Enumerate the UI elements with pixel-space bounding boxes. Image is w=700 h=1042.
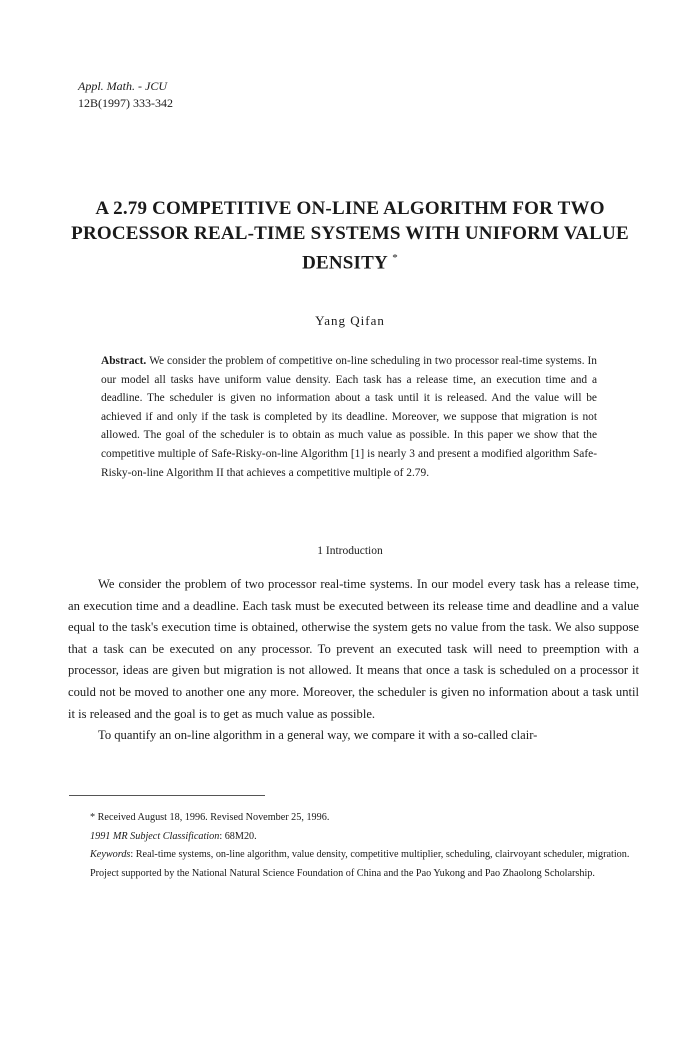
body-paragraph-2: To quantify an on-line algorithm in a general way, we compare it with a so-called clair-: [98, 728, 538, 743]
keywords-value: : Real-time systems, on-line algorithm, value density, competitive multiplier, scheduling, clairvoyant scheduler, migration.: [130, 849, 630, 861]
journal-header: [78, 78, 173, 112]
footnote-msc: [68, 828, 639, 847]
footnote-rule: [69, 795, 265, 796]
title-footnote-mark: *: [392, 252, 398, 264]
journal-id: 12B(1997) 333-342: [78, 96, 173, 110]
author-name: Yang Qifan: [315, 313, 385, 328]
abstract-text: We consider the problem of competitive on-line scheduling in two processor real-time systems. In our model all tasks have uniform value density. Each task has a release time, an execution time and a deadline. The scheduler is given no information about a task until it is released. And the value will be achieved if and only if the task is completed by its deadline. Moreover, we suppose that migration is not allowed. The goal of the scheduler is to obtain as much value as possible. In this paper we show that the competitive multiple of Safe-Risky-on-line Algorithm [1] is nearly 3 and present a modified algorithm Safe-Risky-on-line Algorithm II that achieves a competitive multiple of 2.79.: [101, 355, 597, 479]
paper-title: [60, 196, 640, 275]
journal-name: Appl. Math. - JCU: [78, 79, 167, 93]
abstract: Abstract. We consider the problem of competitive on-line scheduling in two processor real-time systems. In our model all tasks have uniform value density. Each task has a release time, an execution time and a deadline. The scheduler is given no information about a task until it is released. And the value will be achieved if and only if the task is completed by its deadline. Moreover, we suppose that migration is not allowed. The goal of the scheduler is to obtain as much value as possible. In this paper we show that the competitive multiple of Safe-Risky-on-line Algorithm [1] is nearly 3 and present a modified algorithm Safe-Risky-on-line Algorithm II that achieves a competitive multiple of 2.79.: [101, 355, 597, 479]
footnotes: [68, 809, 639, 883]
msc-value: : 68M20.: [219, 830, 257, 842]
footnote-project: Project supported by the National Natural Science Foundation of China and the Pao Yukong and Pao Zhaolong Scholarship.: [90, 867, 595, 879]
footnote-received: * Received August 18, 1996. Revised November 25, 1996.: [90, 812, 330, 823]
msc-label: 1991 MR Subject Classification: [90, 830, 220, 842]
abstract-label: Abstract: [101, 355, 144, 367]
body-text: [68, 574, 639, 747]
title-text: A 2.79 COMPETITIVE ON-LINE ALGORITHM FOR TWO PROCESSOR REAL-TIME SYSTEMS WITH UNIFORM VALUE DENSITY: [71, 198, 629, 274]
footnote-keywords: [68, 846, 639, 865]
section-heading: 1 Introduction: [317, 545, 383, 557]
keywords-label: Keywords: [90, 849, 131, 861]
body-paragraph-1: We consider the problem of two processor real-time systems. In our model every task has a release time, an execution time and a deadline. Each task must be executed between its release time and deadline and a value equal to the task's execution time is obtained, otherwise the system gets no value from the task. We also suppose that a task can be executed on any processor. To prevent an executed task will need to preemption with a processor, ideas are given but migration is not allowed. It means that once a task is scheduled on a processor it could not be moved to another one any more. Moreover, the scheduler is given no information about a task until it is released and the goal is to get as much value as possible.: [68, 577, 639, 721]
